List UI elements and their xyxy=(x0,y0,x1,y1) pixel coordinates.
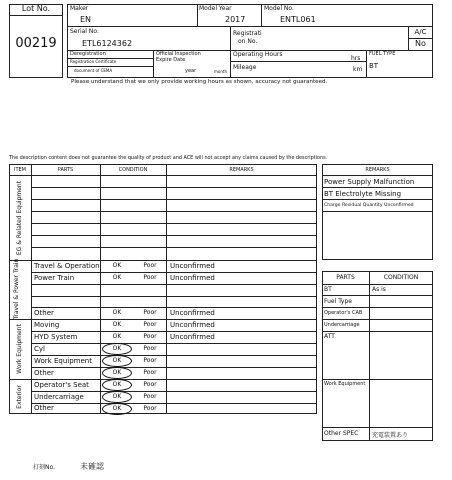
registration-certificate-label: Registration Certificate xyxy=(70,59,117,64)
condition-poor: Poor xyxy=(143,262,157,269)
condition-ok: OK xyxy=(112,369,122,376)
model-no-label: Model No. xyxy=(264,5,294,12)
parts-panel-part: Work Equipment xyxy=(324,381,366,387)
deregistration-label: Deregistration xyxy=(70,51,106,57)
remark-item: Power Supply Malfunction xyxy=(324,178,415,186)
condition-poor: Poor xyxy=(143,369,157,376)
section-travel-power-train: Travel & Power Train xyxy=(13,258,20,320)
ac-value: No xyxy=(415,39,426,48)
lot-no-label: Lot No. xyxy=(21,4,51,13)
parts-panel-part: Fuel Type xyxy=(324,298,352,305)
remark-item: Charge Residual Quantity Unconfirmed xyxy=(324,203,414,208)
table-part-cell: Cyl xyxy=(34,345,45,353)
document-label: document of CEMA xyxy=(74,68,113,73)
condition-poor: Poor xyxy=(143,274,157,281)
condition-ok: OK xyxy=(112,333,122,340)
condition-poor: Poor xyxy=(143,357,157,364)
condition-ok: OK xyxy=(112,274,122,281)
hours-notice: Please understand that we only provide working hours as shown, accuracy not guaranteed. xyxy=(71,79,328,85)
model-no-value: ENTL061 xyxy=(280,15,316,24)
maker-label: Maker xyxy=(70,5,89,12)
remarks-panel-header: REMARKS xyxy=(365,167,390,173)
km-label: km xyxy=(353,66,363,73)
condition-ok: OK xyxy=(112,393,122,400)
ok-circle-mark xyxy=(102,391,132,403)
table-remark-cell: Unconfirmed xyxy=(170,333,215,341)
model-year-value: 2017 xyxy=(225,15,246,24)
ok-circle-mark xyxy=(102,403,132,415)
disclaimer: The description content does not guarantee the quality of product and ACE will not accept any claims caused by the descriptions. xyxy=(9,155,328,161)
section-exterior: Exterior xyxy=(16,385,23,409)
ok-circle-mark xyxy=(102,343,132,355)
condition-poor: Poor xyxy=(143,321,157,328)
lot-no-value: 00219 xyxy=(15,36,57,51)
registration-no-label: Registrati on No. xyxy=(233,30,262,45)
parts-panel-part: BT xyxy=(324,286,332,293)
parts-panel-condition: As is xyxy=(372,286,386,293)
table-remark-cell: Unconfirmed xyxy=(170,321,215,329)
condition-poor: Poor xyxy=(143,381,157,388)
col-remarks-header: REMARKS xyxy=(229,167,254,173)
table-remark-cell: Unconfirmed xyxy=(170,274,215,282)
print-no-value: 未確認 xyxy=(80,462,104,471)
condition-poor: Poor xyxy=(143,393,157,400)
table-part-cell: Work Equipment xyxy=(34,357,92,365)
inspection-label: Official Inspection Expire Date xyxy=(156,51,201,63)
fuel-type-value: BT xyxy=(369,62,379,70)
table-part-cell: Operator's Seat xyxy=(34,381,89,389)
table-part-cell: Undercarriage xyxy=(34,393,84,401)
parts-panel-part: ATT xyxy=(324,333,335,340)
table-part-cell: Other xyxy=(34,404,54,412)
parts-panel-part: Operator's CAB xyxy=(324,310,363,316)
table-part-cell: Other xyxy=(34,369,54,377)
col-parts-header: PARTS xyxy=(57,167,74,173)
condition-ok: OK xyxy=(112,262,122,269)
condition-ok: OK xyxy=(112,381,122,388)
table-remark-cell: Unconfirmed xyxy=(170,262,215,270)
ok-circle-mark xyxy=(102,379,132,391)
fuel-type-label: FUEL TYPE xyxy=(369,51,396,57)
serial-no-value: ETL6124362 xyxy=(82,39,133,48)
ok-circle-mark xyxy=(102,367,132,379)
serial-no-label: Serial No. xyxy=(70,28,99,35)
condition-ok: OK xyxy=(112,357,122,364)
hrs-label: hrs xyxy=(351,55,361,62)
table-remark-cell: Unconfirmed xyxy=(170,309,215,317)
month-label: month xyxy=(214,69,227,74)
condition-poor: Poor xyxy=(143,333,157,340)
parts-panel-part: Undercarriage xyxy=(324,322,360,328)
parts-panel-part: Other SPEC xyxy=(324,430,359,437)
table-part-cell: HYD System xyxy=(34,333,78,341)
condition-ok: OK xyxy=(112,345,122,352)
parts-panel-condition-header: CONDITION xyxy=(383,274,419,281)
parts-panel-parts-header: PARTS xyxy=(336,274,355,281)
section-work-equipment: Work Equipment xyxy=(16,324,23,374)
parts-condition-panel xyxy=(322,271,433,441)
mileage-label: Mileage xyxy=(233,64,257,71)
operating-hours-label: Operating Hours xyxy=(233,51,283,58)
inspection-table xyxy=(9,164,317,414)
table-part-cell: Travel & Operation xyxy=(34,262,100,270)
col-item-header: ITEM xyxy=(13,167,26,173)
print-no-label: 打刻No. xyxy=(33,464,55,471)
condition-ok: OK xyxy=(112,405,122,412)
condition-poor: Poor xyxy=(143,345,157,352)
remark-item: BT Electrolyte Missing xyxy=(324,190,402,198)
parts-panel-condition: 充電装置あり xyxy=(372,432,409,439)
year-label: year xyxy=(185,68,197,74)
ac-label: A/C xyxy=(414,28,427,36)
table-part-cell: Other xyxy=(34,309,54,317)
table-part-cell: Power Train xyxy=(34,274,75,282)
condition-ok: OK xyxy=(112,321,122,328)
maker-value: EN xyxy=(80,15,92,24)
table-part-cell: Moving xyxy=(34,321,60,329)
ok-circle-mark xyxy=(102,355,132,367)
condition-ok: OK xyxy=(112,309,122,316)
col-condition-header: CONDITION xyxy=(118,167,148,173)
section-eg-related: EG & Related Equipment xyxy=(16,180,23,256)
model-year-label: Model Year xyxy=(199,5,232,12)
condition-poor: Poor xyxy=(143,309,157,316)
condition-poor: Poor xyxy=(143,405,157,412)
